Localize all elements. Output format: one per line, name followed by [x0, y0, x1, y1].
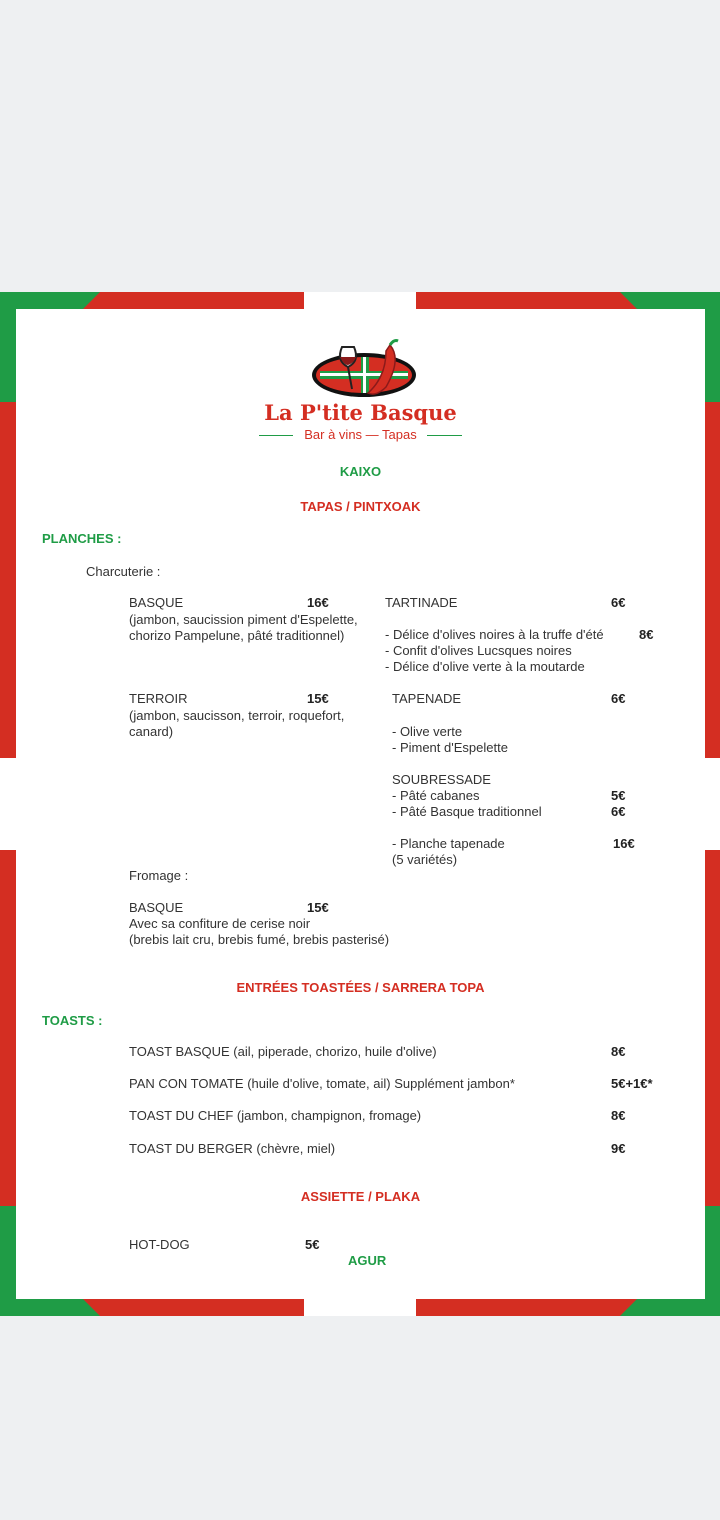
tartinade-item: - Confit d'olives Lucsques noires — [385, 643, 572, 658]
toast-price: 9€ — [611, 1141, 626, 1156]
soubressade-item-price: 5€ — [611, 788, 626, 803]
fromage-desc: Avec sa confiture de cerise noir — [129, 916, 311, 931]
toast-price: 8€ — [611, 1108, 626, 1123]
planches-label: PLANCHES : — [42, 531, 122, 546]
toast-item: TOAST DU CHEF (jambon, champignon, fromage) — [129, 1108, 422, 1123]
terroir-desc: (jambon, saucisson, terroir, roquefort, — [129, 708, 345, 723]
green-edge — [704, 292, 720, 402]
terroir-name: TERROIR — [129, 691, 188, 706]
basque-flag-wine-chili-logo — [306, 337, 426, 403]
fromage-price: 15€ — [307, 900, 329, 915]
fromage-desc: (brebis lait cru, brebis fumé, brebis pasterisé) — [129, 932, 390, 947]
soubressade-item-price: 6€ — [611, 804, 626, 819]
basque-price: 16€ — [307, 595, 329, 610]
basque-desc: chorizo Pampelune, pâté traditionnel) — [129, 628, 345, 643]
greeting: KAIXO — [339, 464, 382, 479]
tapenade-item: - Piment d'Espelette — [392, 740, 508, 755]
toast-item: TOAST DU BERGER (chèvre, miel) — [129, 1141, 336, 1156]
green-edge — [0, 292, 16, 402]
soubressade-item: - Pâté Basque traditionnel — [392, 804, 542, 819]
assiette-title: ASSIETTE / PLAKA — [300, 1189, 421, 1204]
hotdog-price: 5€ — [305, 1237, 320, 1252]
tartinade-item-price: 8€ — [639, 627, 654, 642]
tapenade-name: TAPENADE — [392, 691, 462, 706]
toast-price: 8€ — [611, 1044, 626, 1059]
basque-desc: (jambon, saucission piment d'Espelette, — [129, 612, 358, 627]
charcuterie-label: Charcuterie : — [86, 564, 161, 579]
fromage-name: BASQUE — [129, 900, 184, 915]
soubressade-name: SOUBRESSADE — [392, 772, 491, 787]
toast-item: PAN CON TOMATE (huile d'olive, tomate, ail) Supplément jambon* — [129, 1076, 515, 1091]
toasts-label: TOASTS : — [42, 1013, 103, 1028]
soubressade-item-price: 16€ — [613, 836, 635, 851]
logo-title: La P'tite Basque — [264, 400, 457, 425]
menu-page — [16, 309, 705, 1299]
soubressade-item: (5 variétés) — [392, 852, 458, 867]
tartinade-price: 6€ — [611, 595, 626, 610]
green-edge — [704, 1206, 720, 1316]
toast-item: TOAST BASQUE (ail, piperade, chorizo, huile d'olive) — [129, 1044, 437, 1059]
tapenade-price: 6€ — [611, 691, 626, 706]
farewell: AGUR — [348, 1253, 387, 1268]
terroir-desc: canard) — [129, 724, 174, 739]
green-edge — [0, 1206, 16, 1316]
soubressade-item: - Planche tapenade — [392, 836, 505, 851]
logo-subtitle: Bar à vins — Tapas — [304, 427, 417, 442]
terroir-price: 15€ — [307, 691, 329, 706]
tartinade-name: TARTINADE — [385, 595, 458, 610]
fromage-label: Fromage : — [129, 868, 189, 883]
soubressade-item: - Pâté cabanes — [392, 788, 480, 803]
entrees-title: ENTRÉES TOASTÉES / SARRERA TOPA — [236, 980, 485, 995]
hotdog-name: HOT-DOG — [129, 1237, 190, 1252]
tartinade-item: - Délice d'olives noires à la truffe d'été — [385, 627, 604, 642]
toast-price: 5€+1€* — [611, 1076, 653, 1091]
tapas-title: TAPAS / PINTXOAK — [300, 499, 421, 514]
tapenade-item: - Olive verte — [392, 724, 463, 739]
basque-name: BASQUE — [129, 595, 184, 610]
tartinade-item: - Délice d'olive verte à la moutarde — [385, 659, 585, 674]
